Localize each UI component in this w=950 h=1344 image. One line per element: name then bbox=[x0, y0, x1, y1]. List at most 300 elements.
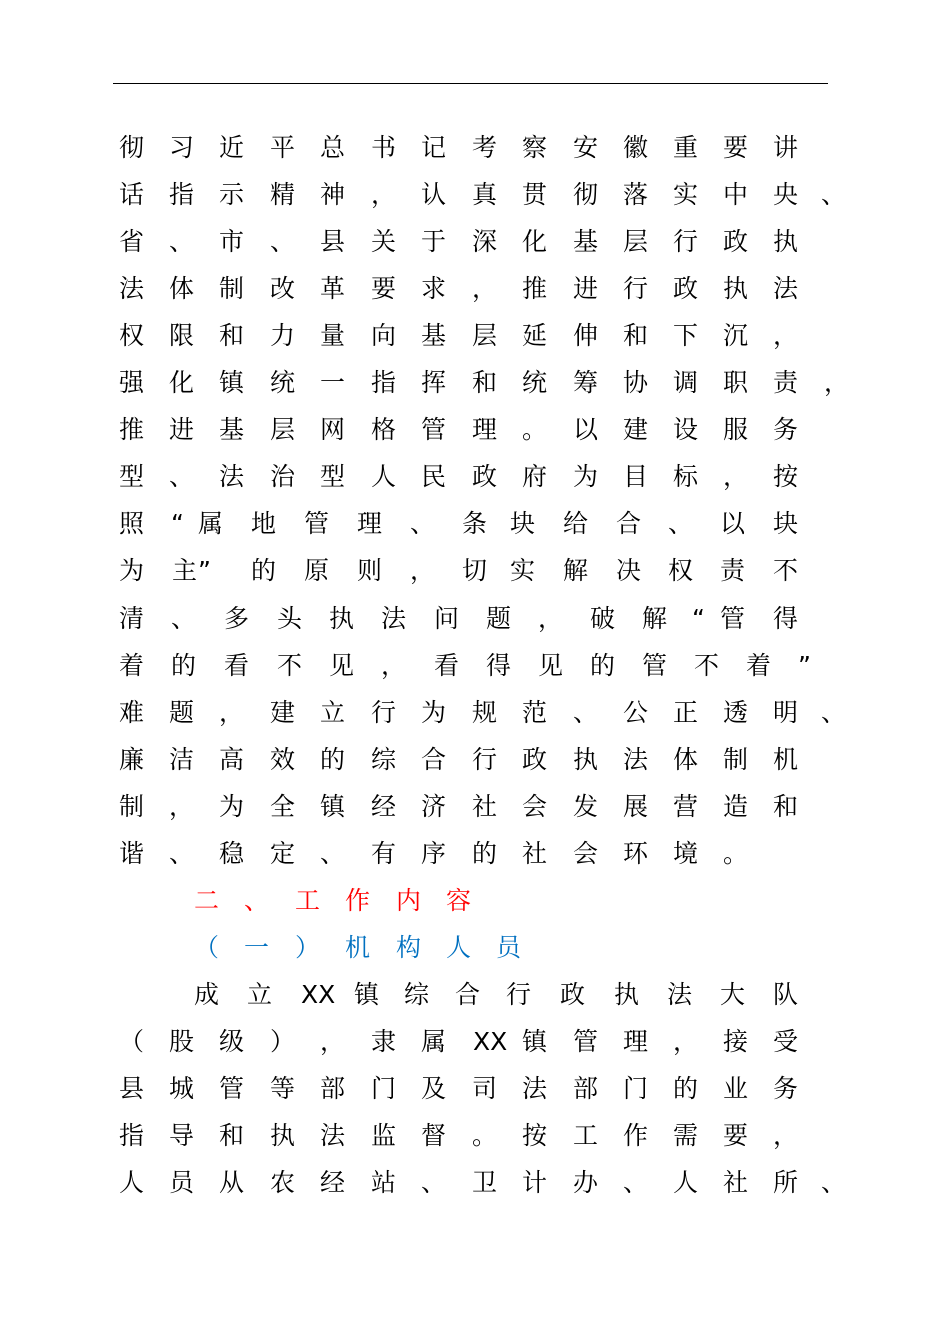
glyph: 为 bbox=[119, 556, 145, 585]
glyph: 、 bbox=[169, 839, 195, 868]
glyph: 省 bbox=[119, 227, 145, 256]
glyph: 民 bbox=[421, 462, 447, 491]
glyph: 所 bbox=[773, 1168, 799, 1197]
glyph: 高 bbox=[219, 745, 245, 774]
glyph: 容 bbox=[446, 886, 472, 915]
glyph: 则 bbox=[357, 556, 383, 585]
glyph: 进 bbox=[573, 274, 599, 303]
glyph: 站 bbox=[371, 1168, 397, 1197]
text-line bbox=[0, 1022, 950, 1062]
glyph: 法 bbox=[219, 462, 245, 491]
glyph: 的 bbox=[673, 1074, 699, 1103]
glyph: 机 bbox=[773, 745, 799, 774]
glyph: ， bbox=[538, 604, 564, 633]
glyph: 工 bbox=[295, 886, 321, 915]
glyph: 股 bbox=[169, 1027, 195, 1056]
glyph: 正 bbox=[673, 698, 699, 727]
section-heading bbox=[0, 881, 950, 921]
glyph: 行 bbox=[623, 274, 649, 303]
glyph: 中 bbox=[723, 180, 749, 209]
glyph: 社 bbox=[522, 839, 548, 868]
glyph: 县 bbox=[320, 227, 346, 256]
glyph: 导 bbox=[169, 1121, 195, 1150]
glyph: 、 bbox=[821, 180, 847, 209]
glyph: 多 bbox=[224, 604, 250, 633]
glyph: 基 bbox=[573, 227, 599, 256]
glyph: 员 bbox=[169, 1168, 195, 1197]
glyph: 不 bbox=[773, 556, 799, 585]
glyph: 理 bbox=[472, 415, 498, 444]
glyph: 法 bbox=[623, 745, 649, 774]
glyph: 解 bbox=[563, 556, 589, 585]
glyph: 。 bbox=[522, 415, 548, 444]
glyph: 级 bbox=[219, 1027, 245, 1056]
glyph: 考 bbox=[472, 133, 498, 162]
glyph: 法 bbox=[119, 274, 145, 303]
glyph: 改 bbox=[270, 274, 296, 303]
text-line bbox=[0, 363, 950, 403]
glyph: 作 bbox=[345, 886, 371, 915]
glyph: 型 bbox=[119, 462, 145, 491]
text-line bbox=[0, 269, 950, 309]
glyph: 社 bbox=[472, 792, 498, 821]
glyph: 制 bbox=[219, 274, 245, 303]
glyph: 协 bbox=[623, 368, 649, 397]
glyph: 构 bbox=[396, 933, 422, 962]
glyph: 县 bbox=[119, 1074, 145, 1103]
glyph: 行 bbox=[506, 980, 532, 1009]
glyph: 进 bbox=[169, 415, 195, 444]
glyph: 的 bbox=[251, 556, 277, 585]
glyph: 央 bbox=[773, 180, 799, 209]
glyph: ， bbox=[723, 462, 749, 491]
glyph: 、 bbox=[169, 227, 195, 256]
glyph: 序 bbox=[421, 839, 447, 868]
glyph: 法 bbox=[320, 1121, 346, 1150]
glyph: 的 bbox=[472, 839, 498, 868]
glyph: 见 bbox=[329, 651, 355, 680]
glyph: 治 bbox=[270, 462, 296, 491]
glyph: 执 bbox=[270, 1121, 296, 1150]
text-line bbox=[0, 693, 950, 733]
glyph: 人 bbox=[371, 462, 397, 491]
text-line bbox=[0, 457, 950, 497]
glyph: 业 bbox=[723, 1074, 749, 1103]
glyph: XX bbox=[301, 980, 336, 1009]
text-line bbox=[0, 1116, 950, 1156]
glyph: 的 bbox=[590, 651, 616, 680]
glyph: 人 bbox=[673, 1168, 699, 1197]
glyph: 为 bbox=[573, 462, 599, 491]
glyph: 合 bbox=[421, 745, 447, 774]
glyph: 讲 bbox=[773, 133, 799, 162]
glyph: 营 bbox=[673, 792, 699, 821]
glyph: 执 bbox=[573, 745, 599, 774]
glyph: 关 bbox=[371, 227, 397, 256]
text-line bbox=[0, 316, 950, 356]
glyph: 于 bbox=[421, 227, 447, 256]
glyph: 条 bbox=[462, 509, 488, 538]
glyph: 按 bbox=[522, 1121, 548, 1150]
glyph: 。 bbox=[723, 839, 749, 868]
glyph: 示 bbox=[219, 180, 245, 209]
glyph: 办 bbox=[573, 1168, 599, 1197]
glyph: 法 bbox=[773, 274, 799, 303]
glyph: 着 bbox=[746, 651, 772, 680]
glyph: 一 bbox=[320, 368, 346, 397]
glyph: 指 bbox=[119, 1121, 145, 1150]
glyph: 政 bbox=[673, 274, 699, 303]
glyph: 司 bbox=[472, 1074, 498, 1103]
glyph: ） bbox=[270, 1027, 296, 1056]
glyph: 要 bbox=[371, 274, 397, 303]
glyph: 谐 bbox=[119, 839, 145, 868]
glyph: 要 bbox=[723, 133, 749, 162]
glyph: 革 bbox=[320, 274, 346, 303]
glyph: 、 bbox=[171, 604, 197, 633]
glyph: 格 bbox=[371, 415, 397, 444]
glyph: 执 bbox=[614, 980, 640, 1009]
glyph: 部 bbox=[320, 1074, 346, 1103]
glyph: 员 bbox=[496, 933, 522, 962]
glyph: 责 bbox=[773, 368, 799, 397]
glyph: 立 bbox=[320, 698, 346, 727]
glyph: 法 bbox=[667, 980, 693, 1009]
glyph: 管 bbox=[421, 415, 447, 444]
glyph: 、 bbox=[821, 1168, 847, 1197]
glyph: 全 bbox=[270, 792, 296, 821]
glyph: 深 bbox=[472, 227, 498, 256]
glyph: 安 bbox=[573, 133, 599, 162]
glyph: 化 bbox=[522, 227, 548, 256]
glyph: 指 bbox=[371, 368, 397, 397]
text-line bbox=[0, 787, 950, 827]
glyph: 实 bbox=[673, 180, 699, 209]
glyph: 境 bbox=[673, 839, 699, 868]
glyph: 切 bbox=[462, 556, 488, 585]
glyph: 有 bbox=[371, 839, 397, 868]
glyph: 公 bbox=[623, 698, 649, 727]
glyph: 立 bbox=[247, 980, 273, 1009]
glyph: ， bbox=[371, 180, 397, 209]
glyph: 务 bbox=[773, 415, 799, 444]
glyph: 接 bbox=[723, 1027, 749, 1056]
glyph: 理 bbox=[623, 1027, 649, 1056]
glyph: 经 bbox=[320, 1168, 346, 1197]
glyph: ， bbox=[320, 1027, 346, 1056]
glyph: 明 bbox=[773, 698, 799, 727]
glyph: 一 bbox=[244, 933, 270, 962]
glyph: 块 bbox=[510, 509, 536, 538]
glyph: 部 bbox=[573, 1074, 599, 1103]
glyph: 镇 bbox=[219, 368, 245, 397]
glyph: 社 bbox=[723, 1168, 749, 1197]
glyph: 管 bbox=[304, 509, 330, 538]
glyph: 计 bbox=[522, 1168, 548, 1197]
text-line bbox=[0, 1069, 950, 1109]
glyph: 权 bbox=[119, 321, 145, 350]
glyph: ， bbox=[773, 321, 799, 350]
glyph: 、 bbox=[623, 1168, 649, 1197]
glyph: 挥 bbox=[421, 368, 447, 397]
glyph: 制 bbox=[119, 792, 145, 821]
glyph: 层 bbox=[623, 227, 649, 256]
glyph: 限 bbox=[169, 321, 195, 350]
glyph: 、 bbox=[821, 698, 847, 727]
glyph: 作 bbox=[623, 1121, 649, 1150]
glyph: 照 bbox=[119, 509, 145, 538]
glyph: 统 bbox=[270, 368, 296, 397]
text-line bbox=[0, 599, 950, 639]
glyph: 精 bbox=[270, 180, 296, 209]
glyph: 基 bbox=[421, 321, 447, 350]
glyph: 二 bbox=[194, 886, 220, 915]
glyph: 话 bbox=[119, 180, 145, 209]
glyph: 队 bbox=[773, 980, 799, 1009]
glyph: 为 bbox=[219, 792, 245, 821]
glyph: 标 bbox=[673, 462, 699, 491]
glyph: 环 bbox=[623, 839, 649, 868]
glyph: 和 bbox=[472, 368, 498, 397]
glyph: 、 bbox=[244, 886, 270, 915]
glyph: 和 bbox=[219, 1121, 245, 1150]
glyph: 从 bbox=[219, 1168, 245, 1197]
glyph: 向 bbox=[371, 321, 397, 350]
glyph: 等 bbox=[270, 1074, 296, 1103]
glyph: 目 bbox=[623, 462, 649, 491]
glyph: 政 bbox=[723, 227, 749, 256]
glyph: 发 bbox=[573, 792, 599, 821]
glyph: 习 bbox=[169, 133, 195, 162]
glyph: 。 bbox=[472, 1121, 498, 1150]
glyph: 破 bbox=[590, 604, 616, 633]
glyph: 着 bbox=[119, 651, 145, 680]
glyph: 察 bbox=[522, 133, 548, 162]
glyph: 行 bbox=[472, 745, 498, 774]
glyph: 受 bbox=[773, 1027, 799, 1056]
glyph: 造 bbox=[723, 792, 749, 821]
glyph: 济 bbox=[421, 792, 447, 821]
glyph: 型 bbox=[320, 462, 346, 491]
glyph: 延 bbox=[522, 321, 548, 350]
text-line bbox=[0, 175, 950, 215]
glyph: 决 bbox=[616, 556, 642, 585]
glyph: 要 bbox=[723, 1121, 749, 1150]
glyph: （ bbox=[194, 933, 220, 962]
glyph: 强 bbox=[119, 368, 145, 397]
glyph: 的 bbox=[171, 651, 197, 680]
glyph: ， bbox=[219, 698, 245, 727]
glyph: 书 bbox=[371, 133, 397, 162]
glyph: 不 bbox=[277, 651, 303, 680]
glyph: 管 bbox=[219, 1074, 245, 1103]
text-line bbox=[0, 834, 950, 874]
glyph: 职 bbox=[723, 368, 749, 397]
glyph: 总 bbox=[320, 133, 346, 162]
glyph: 农 bbox=[270, 1168, 296, 1197]
glyph: 属 bbox=[198, 509, 224, 538]
glyph: 合 bbox=[455, 980, 481, 1009]
glyph: 问 bbox=[434, 604, 460, 633]
glyph: 沉 bbox=[723, 321, 749, 350]
glyph: 管 bbox=[720, 604, 746, 633]
glyph: ， bbox=[773, 1121, 799, 1150]
glyph: 彻 bbox=[573, 180, 599, 209]
glyph: 网 bbox=[320, 415, 346, 444]
glyph: 行 bbox=[371, 698, 397, 727]
glyph: 责 bbox=[720, 556, 746, 585]
glyph: 法 bbox=[381, 604, 407, 633]
glyph: 定 bbox=[270, 839, 296, 868]
glyph: 下 bbox=[673, 321, 699, 350]
glyph: 管 bbox=[573, 1027, 599, 1056]
glyph: 以 bbox=[573, 415, 599, 444]
glyph: 统 bbox=[522, 368, 548, 397]
glyph: ” bbox=[798, 651, 811, 680]
glyph: 给 bbox=[563, 509, 589, 538]
glyph: 设 bbox=[673, 415, 699, 444]
glyph: 、 bbox=[270, 227, 296, 256]
glyph: 以 bbox=[720, 509, 746, 538]
glyph: 落 bbox=[623, 180, 649, 209]
glyph: 城 bbox=[169, 1074, 195, 1103]
glyph: （ bbox=[119, 1027, 145, 1056]
glyph: 层 bbox=[270, 415, 296, 444]
glyph: 指 bbox=[169, 180, 195, 209]
glyph: 服 bbox=[723, 415, 749, 444]
glyph: 原 bbox=[304, 556, 330, 585]
glyph: 督 bbox=[421, 1121, 447, 1150]
glyph: 镇 bbox=[320, 792, 346, 821]
glyph: 内 bbox=[396, 886, 422, 915]
glyph: 监 bbox=[371, 1121, 397, 1150]
glyph: XX bbox=[473, 1027, 508, 1056]
glyph: 按 bbox=[773, 462, 799, 491]
glyph: ） bbox=[295, 933, 321, 962]
glyph: 洁 bbox=[169, 745, 195, 774]
glyph: 的 bbox=[320, 745, 346, 774]
glyph: 门 bbox=[371, 1074, 397, 1103]
glyph: 题 bbox=[169, 698, 195, 727]
glyph: 得 bbox=[773, 604, 799, 633]
glyph: 力 bbox=[270, 321, 296, 350]
glyph: 贯 bbox=[522, 180, 548, 209]
glyph: 和 bbox=[219, 321, 245, 350]
text-line bbox=[0, 410, 950, 450]
text-line bbox=[0, 128, 950, 168]
glyph: 不 bbox=[694, 651, 720, 680]
glyph: 伸 bbox=[573, 321, 599, 350]
glyph: 执 bbox=[773, 227, 799, 256]
glyph: ， bbox=[410, 556, 436, 585]
glyph: 、 bbox=[320, 839, 346, 868]
glyph: 府 bbox=[522, 462, 548, 491]
glyph: 推 bbox=[522, 274, 548, 303]
glyph: 、 bbox=[410, 509, 436, 538]
glyph: 头 bbox=[277, 604, 303, 633]
glyph: 规 bbox=[472, 698, 498, 727]
glyph: 得 bbox=[486, 651, 512, 680]
glyph: 及 bbox=[421, 1074, 447, 1103]
text-line bbox=[0, 504, 950, 544]
glyph: 主 bbox=[172, 556, 198, 585]
glyph: 机 bbox=[345, 933, 371, 962]
text-line bbox=[0, 975, 950, 1015]
glyph: 化 bbox=[169, 368, 195, 397]
glyph: ， bbox=[673, 1027, 699, 1056]
glyph: 廉 bbox=[119, 745, 145, 774]
glyph: 门 bbox=[623, 1074, 649, 1103]
text-line bbox=[0, 222, 950, 262]
glyph: 成 bbox=[194, 980, 220, 1009]
glyph: ， bbox=[169, 792, 195, 821]
glyph: 实 bbox=[510, 556, 536, 585]
glyph: 体 bbox=[169, 274, 195, 303]
glyph: 隶 bbox=[371, 1027, 397, 1056]
glyph: 体 bbox=[673, 745, 699, 774]
glyph: ” bbox=[198, 556, 211, 585]
text-line bbox=[0, 551, 950, 591]
glyph: 执 bbox=[723, 274, 749, 303]
glyph: 基 bbox=[219, 415, 245, 444]
glyph: 、 bbox=[573, 698, 599, 727]
glyph: 解 bbox=[642, 604, 668, 633]
glyph: 块 bbox=[773, 509, 799, 538]
glyph: 市 bbox=[219, 227, 245, 256]
glyph: 重 bbox=[673, 133, 699, 162]
glyph: 建 bbox=[623, 415, 649, 444]
glyph: 人 bbox=[446, 933, 472, 962]
glyph: 政 bbox=[472, 462, 498, 491]
glyph: 看 bbox=[224, 651, 250, 680]
glyph: 属 bbox=[421, 1027, 447, 1056]
glyph: 务 bbox=[773, 1074, 799, 1103]
glyph: 筹 bbox=[573, 368, 599, 397]
glyph: 会 bbox=[573, 839, 599, 868]
glyph: 和 bbox=[773, 792, 799, 821]
glyph: 工 bbox=[573, 1121, 599, 1150]
glyph: 行 bbox=[673, 227, 699, 256]
glyph: 清 bbox=[119, 604, 145, 633]
text-line bbox=[0, 740, 950, 780]
glyph: 彻 bbox=[119, 133, 145, 162]
glyph: 地 bbox=[251, 509, 277, 538]
glyph: 透 bbox=[723, 698, 749, 727]
glyph: 调 bbox=[673, 368, 699, 397]
glyph: 执 bbox=[329, 604, 355, 633]
glyph: 量 bbox=[320, 321, 346, 350]
glyph: “ bbox=[692, 604, 705, 633]
text-line bbox=[0, 646, 950, 686]
glyph: 卫 bbox=[472, 1168, 498, 1197]
text-line bbox=[0, 1163, 950, 1203]
glyph: ， bbox=[381, 651, 407, 680]
glyph: 镇 bbox=[522, 1027, 548, 1056]
glyph: 制 bbox=[723, 745, 749, 774]
glyph: 镇 bbox=[354, 980, 380, 1009]
glyph: “ bbox=[171, 509, 184, 538]
glyph: 大 bbox=[720, 980, 746, 1009]
glyph: 求 bbox=[421, 274, 447, 303]
glyph: 神 bbox=[320, 180, 346, 209]
glyph: 范 bbox=[522, 698, 548, 727]
glyph: 展 bbox=[623, 792, 649, 821]
glyph: 题 bbox=[486, 604, 512, 633]
glyph: 认 bbox=[421, 180, 447, 209]
glyph: 人 bbox=[119, 1168, 145, 1197]
glyph: 权 bbox=[668, 556, 694, 585]
glyph: 真 bbox=[472, 180, 498, 209]
